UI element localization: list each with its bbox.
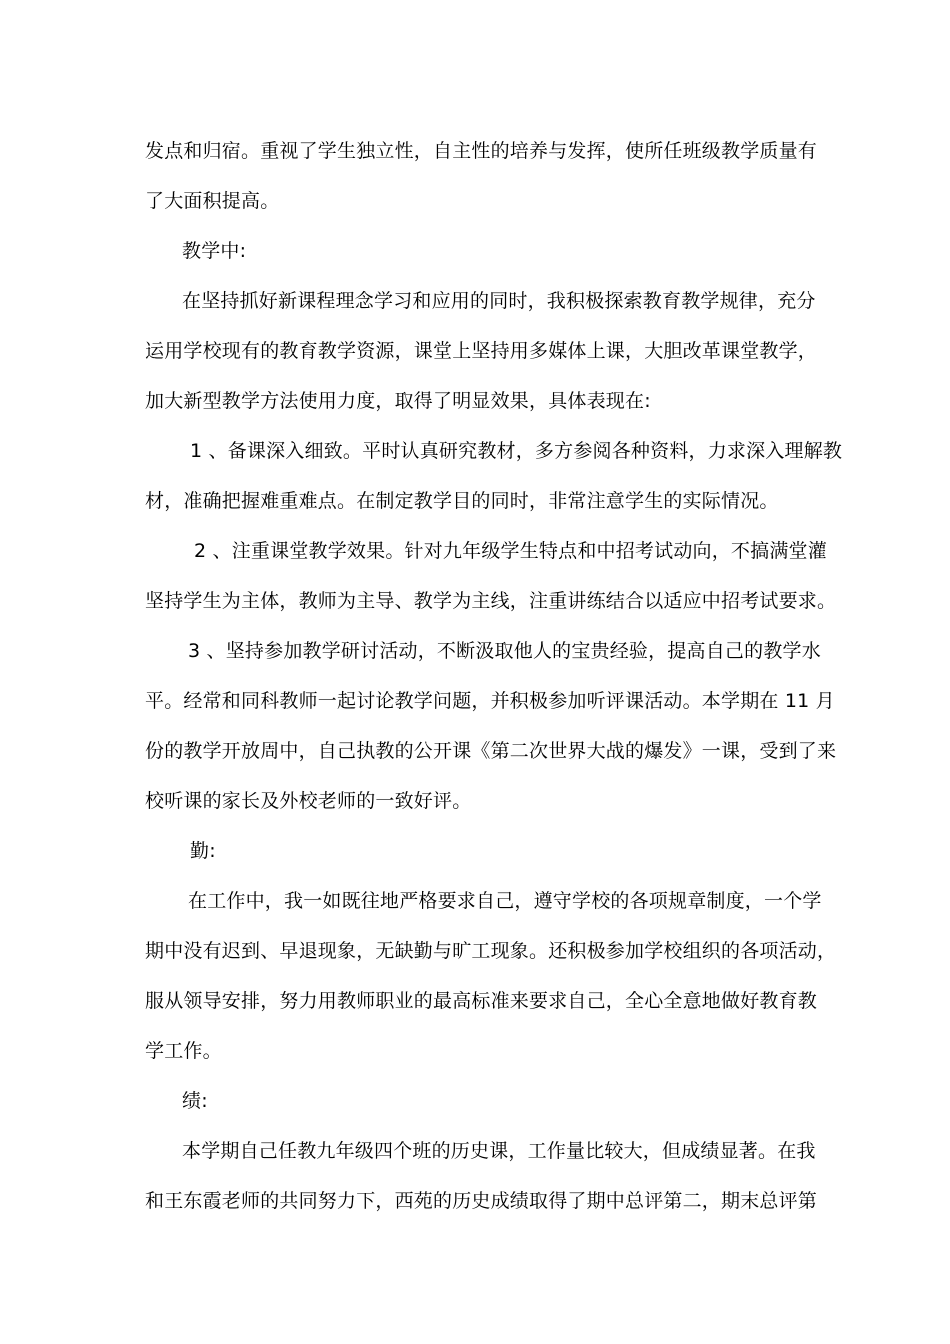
text-line: 份的教学开放周中，自己执教的公开课《第二次世界大战的爆发》一课，受到了来: [145, 740, 837, 762]
text-line: 加大新型教学方法使用力度，取得了明显效果，具体表现在:: [145, 390, 651, 412]
text-line: 学工作。: [145, 1040, 222, 1062]
text-line: 材，准确把握难重难点。在制定教学目的同时，非常注意学生的实际情况。: [145, 490, 779, 512]
list-item-2: 2 、注重课堂教学效果。针对九年级学生特点和中招考试动向，不搞满堂灌: [194, 540, 827, 562]
section-heading: 绩:: [182, 1090, 208, 1112]
text-line: 坚持学生为主体，教师为主导、教学为主线，注重讲练结合以适应中招考试要求。: [145, 590, 837, 612]
section-heading: 勤:: [190, 840, 216, 862]
text-line: 服从领导安排，努力用教师职业的最高标准来要求自己，全心全意地做好教育教: [145, 990, 818, 1012]
text-line: 在工作中，我一如既往地严格要求自己，遵守学校的各项规章制度，一个学: [188, 890, 822, 912]
text-line: 期中没有迟到、早退现象，无缺勤与旷工现象。还积极参加学校组织的各项活动，: [145, 940, 837, 962]
text-line: 平。经常和同科教师一起讨论教学问题，并积极参加听评课活动。本学期在 11 月: [145, 690, 835, 712]
text-line: 了大面积提高。: [145, 190, 280, 212]
text-line: 发点和归宿。重视了学生独立性，自主性的培养与发挥，使所任班级教学质量有: [145, 140, 818, 162]
list-item-1: 1 、备课深入细致。平时认真研究教材，多方参阅各种资料，力求深入理解教: [190, 440, 843, 462]
text-line: 和王东霞老师的共同努力下，西苑的历史成绩取得了期中总评第二，期末总评第: [145, 1190, 818, 1212]
text-line: 运用学校现有的教育教学资源，课堂上坚持用多媒体上课，大胆改革课堂教学，: [145, 340, 818, 362]
text-line: 在坚持抓好新课程理念学习和应用的同时，我积极探索教育教学规律，充分: [182, 290, 816, 312]
section-heading: 教学中:: [182, 240, 247, 262]
text-line: 本学期自己任教九年级四个班的历史课，工作量比较大，但成绩显著。在我: [182, 1140, 816, 1162]
list-item-3: 3 、坚持参加教学研讨活动，不断汲取他人的宝贵经验，提高自己的教学水: [188, 640, 821, 662]
text-line: 校听课的家长及外校老师的一致好评。: [145, 790, 472, 812]
